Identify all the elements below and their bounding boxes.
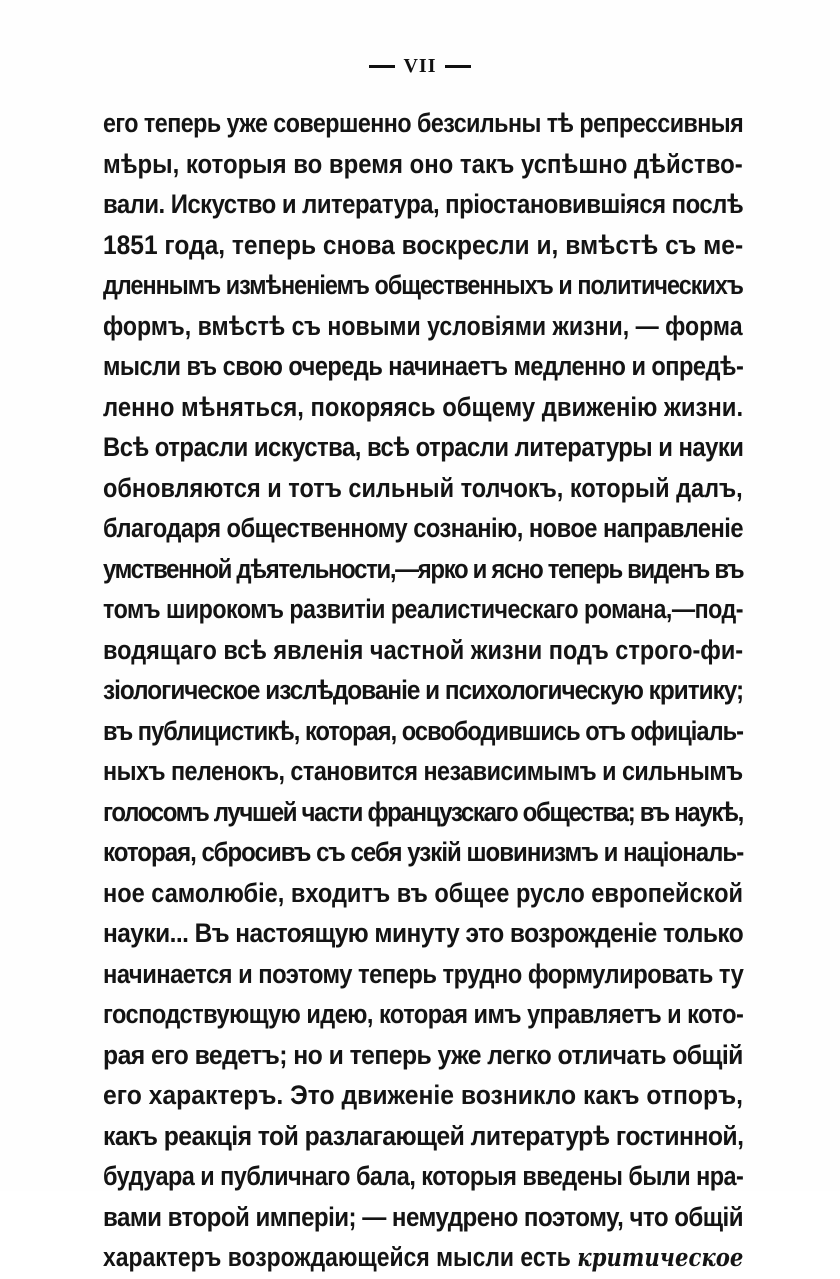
text-line: ныхъ пеленокъ, становится независимымъ и сильнымъ	[103, 756, 743, 786]
text-line: дленнымъ измѣненіемъ общественныхъ и политическихъ	[103, 270, 744, 300]
text-line: мысли въ свою очередь начинаетъ медленно и опредѣ-	[103, 351, 744, 381]
text-line: начинается и поэтому теперь трудно формулировать ту	[103, 958, 744, 989]
text-line: водящаго всѣ явленія частной жизни подъ строго-фи-	[103, 634, 744, 665]
text-line: вами второй имперіи; — немудрено поэтому, что общій	[103, 1201, 743, 1232]
page-number: VII	[403, 55, 437, 78]
text-line: какъ реакція той разлагающей литературѣ гостинной,	[103, 1120, 744, 1151]
text-line: мѣры, которыя во время оно такъ успѣшно дѣйство-	[103, 148, 743, 179]
text-line: господствующую идею, которая имъ управляетъ и кото-	[103, 999, 744, 1029]
text-line: ное самолюбіе, входитъ въ общее русло европейской	[103, 877, 744, 908]
text-line: формъ, вмѣстѣ съ новыми условіями жизни, — форма	[103, 310, 743, 341]
text-line: вали. Искуство и литература, пріостановившіяся послѣ	[103, 189, 744, 219]
italic-emphasis: критическое	[577, 1243, 744, 1272]
header-dash-right	[445, 65, 471, 68]
text-line: науки... Въ настоящую минуту это возрожденіе только	[103, 918, 744, 948]
text-line: томъ широкомъ развитіи реалистическаго романа,—под-	[103, 594, 743, 624]
text-line: благодаря общественному сознанію, новое направленіе	[103, 513, 743, 543]
text-line: которая, сбросивъ съ себя узкій шовинизмъ и національ-	[103, 837, 744, 867]
text-line: голосомъ лучшей части французскаго общества; въ наукѣ,	[103, 796, 743, 827]
text-line-final	[103, 1237, 744, 1278]
text-line: въ публицистикѣ, которая, освободившись отъ офиціаль-	[103, 715, 744, 746]
page-number-header	[0, 52, 840, 78]
text-line: его характеръ. Это движеніе возникло какъ отпоръ,	[103, 1080, 744, 1110]
text-line: будуара и публичнаго бала, которыя введены были нра-	[103, 1161, 744, 1191]
final-line-text: характеръ возрождающейся мысли есть	[103, 1242, 571, 1272]
text-line: его теперь уже совершенно безсильны тѣ репрессивныя	[103, 108, 744, 138]
text-line: 1851 года, теперь снова воскресли и, вмѣстѣ съ ме-	[103, 229, 744, 260]
text-line: Всѣ отрасли искуства, всѣ отрасли литературы и науки	[103, 432, 744, 462]
text-line: обновляются и тотъ сильный толчокъ, который далъ,	[103, 472, 743, 503]
text-line: рая его ведетъ; но и теперь уже легко отличать общій	[103, 1039, 743, 1070]
text-line: зіологическое изслѣдованіе и психологическую критику;	[103, 675, 744, 705]
body-text	[103, 103, 743, 1278]
header-dash-left	[369, 65, 395, 68]
text-line: ленно мѣняться, покоряясь общему движенію жизни.	[103, 391, 744, 422]
text-line: умственной дѣятельности,—ярко и ясно теперь виденъ въ	[103, 553, 744, 584]
